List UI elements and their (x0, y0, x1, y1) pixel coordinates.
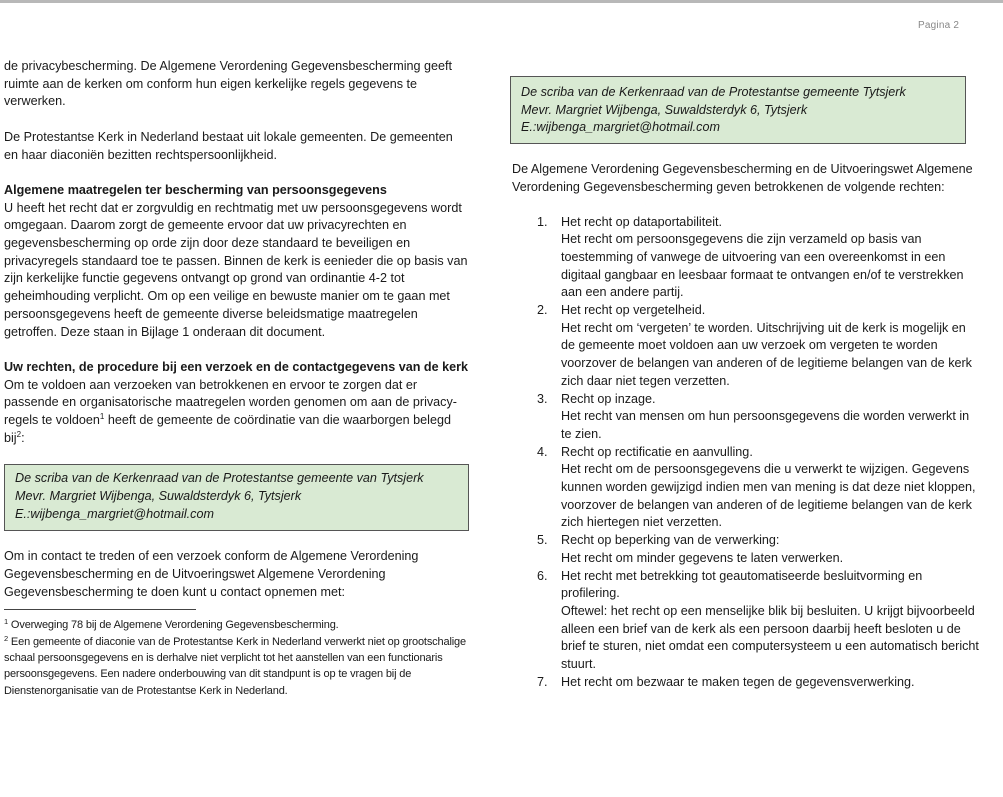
footnote-1: $^1$ Overweging 78 bij de Algemene Verordening Gegevensbescherming. (4, 617, 339, 632)
list-item: 2. Het recht op vergetelheid. Het recht om ‘vergeten’ te worden. Uitschrijving uit de kerk is mogelijk en de gemeente moet voldoen aan uw verzoek om vergeten te worden voorzover de belangen van anderen of de legitieme belangen van de kerk zich daar niet tegen verzetten. (537, 303, 972, 388)
paragraph-intro: de privacybescherming. De Algemene Verordening Gegevensbescherming geeft ruimte aan de kerken om conform hun eigen kerkelijke regels gegevens te verwerken. (4, 59, 453, 109)
footnote-ref-2[interactable]: 2 (16, 429, 22, 439)
contact-email: E.:wijbenga_margriet@hotmail.com (15, 506, 214, 521)
right-column (512, 76, 982, 692)
footnote-ref-1[interactable]: 1 (99, 412, 105, 422)
footnote-2: $^2$ Een gemeente of diaconie van de Protestantse Kerk in Nederland verwerkt niet op grootschalige schaal persoonsgegevens en is derhalve niet verplicht tot het aanstellen van een functionaris persoonsgegevens. Een nadere onderbouwing van dit standpunt is op te vragen bij de Dienstenorganisatie van de Protestantse Kerk in Nederland. (4, 633, 466, 697)
contact-address: Mevr. Margriet Wijbenga, Suwaldsterdyk 6, Tytsjerk (521, 102, 808, 117)
paragraph-general-measures: U heeft het recht dat er zorgvuldig en rechtmatig met uw persoonsgegevens wordt omgegaan. Daarom zorgt de gemeente ervoor dat uw privacyrechten en gegevensbescherming op orde zijn door deze standaard te beveiligen en privacyregels standaard toe te passen. Binnen de kerk is eenieder die op basis van zijn kerkelijke functie gegevens ontvangt op grond van ordinantie 4-2 tot geheimhouding verplicht. Om op een veilige en bewuste manier om te gaan met persoonsgegevens heeft de gemeente diverse beleidsmatige maatregelen getroffen. Deze staan in Bijlage 1 onderaan dit document. (4, 200, 468, 339)
list-item: 6. Het recht met betrekking tot geautomatiseerde besluitvorming en profilering. Oftewel: het recht op een menselijke blik bij besluiten. U krijgt bijvoorbeeld alleen een brief van de kerk als een persoon daarbij heeft besloten u de brief te sturen, niet omdat een computersysteem u een automatisch bericht stuurt. (537, 568, 979, 672)
list-item: 5. Recht op beperking van de verwerking: Het recht om minder gegevens te laten verwerken. (537, 533, 844, 565)
contact-title: De scriba van de Kerkenraad van de Protestantse gemeente van Tytsjerk (15, 471, 424, 486)
top-border (0, 0, 1003, 3)
heading-your-rights: Uw rechten, de procedure bij een verzoek en de contactgegevens van de kerk (4, 359, 469, 374)
paragraph-church-structure: De Protestantse Kerk in Nederland bestaat uit lokale gemeenten. De gemeenten en haar diaconiën bezitten rechtspersoonlijkheid. (4, 129, 453, 162)
contact-box-right (510, 76, 966, 144)
left-column (4, 58, 470, 699)
contact-title: De scriba van de Kerkenraad van de Protestantse gemeente Tytsjerk (521, 85, 906, 99)
list-item: 1. Het recht op dataportabiliteit. Het recht om persoonsgegevens die zijn verzameld op basis van toestemming of vanwege de uitvoering van een overeenkomst in een digitaal gangbaar en leesbaar formaat te ontvangen en/of te verstrekken aan een andere partij. (537, 214, 964, 300)
paragraph-coordination: Om te voldoen aan verzoeken van betrokkenen en ervoor te zorgen dat er passende en organisatorische maatregelen worden genomen om aan de privacy-regels te voldoen$^1$ heeft de gemeente de coördinatie van die waarborgen belegd bij$^2$: (4, 377, 457, 445)
footnote-separator (4, 609, 196, 610)
rights-list (512, 214, 982, 692)
list-item: 3. Recht op inzage. Het recht van mensen om hun persoonsgegevens die worden verwerkt in te zien. (537, 391, 970, 441)
paragraph-rights-intro: De Algemene Verordening Gegevensbescherming en de Uitvoeringswet Algemene Verordening Gegevensbescherming geven betrokkenen de volgende rechten: (512, 162, 973, 194)
list-item: 4. Recht op rectificatie en aanvulling. Het recht om de persoonsgegevens die u verwerkt te wijzigen. Gegevens kunnen worden gewijzigd indien men van mening is dat deze niet kloppen, voorzover de belangen van anderen of de legitieme belangen van de kerk zich hiertegen niet verzetten. (537, 444, 976, 530)
contact-email: E.:wijbenga_margriet@hotmail.com (521, 120, 720, 135)
paragraph-contact: Om in contact te treden of een verzoek conform de Algemene Verordening Gegevensbescherming en de Uitvoeringswet Algemene Verordening Gegevensbescherming te doen kunt u contact opnemen met: (4, 549, 419, 599)
list-item: 7. Het recht om bezwaar te maken tegen de gegevensverwerking. (537, 674, 915, 689)
contact-box-left (4, 464, 469, 530)
heading-general-measures: Algemene maatregelen ter bescherming van persoonsgegevens (4, 182, 387, 197)
contact-address: Mevr. Margriet Wijbenga, Suwaldsterdyk 6, Tytsjerk (15, 489, 302, 504)
page-number: Pagina 2 (918, 20, 960, 31)
footnotes (4, 617, 470, 698)
